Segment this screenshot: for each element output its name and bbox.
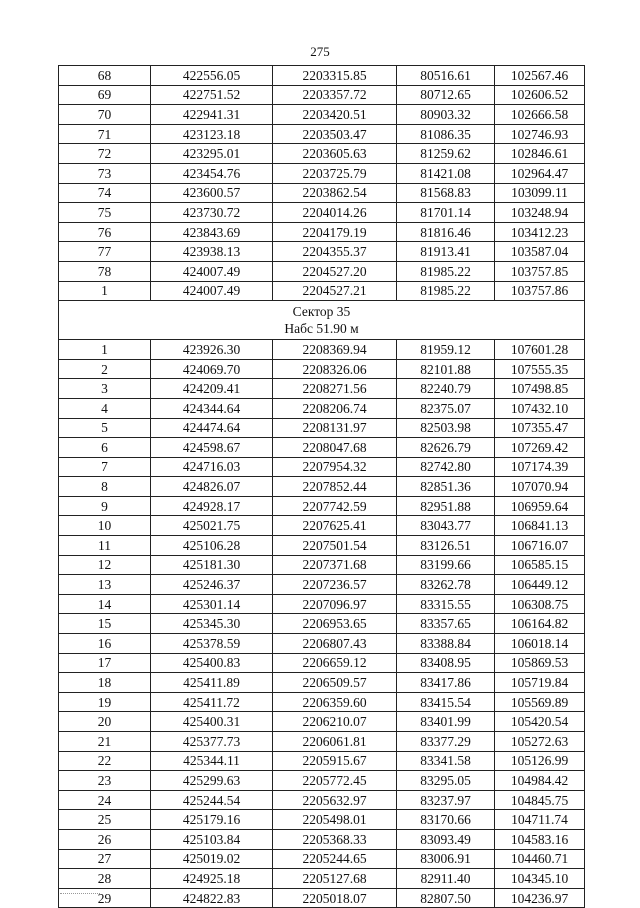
y-local-cell: 104460.71 — [495, 849, 585, 869]
x-local-cell: 83043.77 — [397, 516, 495, 536]
x-coordinate-cell: 425244.54 — [151, 790, 273, 810]
table-row — [59, 712, 585, 732]
point-number-cell: 75 — [59, 203, 151, 223]
y-coordinate-cell: 2205915.67 — [273, 751, 397, 771]
x-local-cell: 82742.80 — [397, 457, 495, 477]
y-coordinate-cell: 2203725.79 — [273, 163, 397, 183]
y-local-cell: 107174.39 — [495, 457, 585, 477]
x-coordinate-cell: 424344.64 — [151, 398, 273, 418]
x-local-cell: 80903.32 — [397, 105, 495, 125]
table-row — [59, 732, 585, 752]
x-coordinate-cell: 423938.13 — [151, 242, 273, 262]
y-local-cell: 106959.64 — [495, 496, 585, 516]
table-row — [59, 261, 585, 281]
point-number-cell: 69 — [59, 85, 151, 105]
table-row — [59, 379, 585, 399]
point-number-cell: 1 — [59, 281, 151, 301]
x-local-cell: 83006.91 — [397, 849, 495, 869]
point-number-cell: 68 — [59, 66, 151, 86]
point-number-cell: 11 — [59, 536, 151, 556]
y-coordinate-cell: 2203862.54 — [273, 183, 397, 203]
table-row — [59, 516, 585, 536]
sector-header — [59, 301, 585, 340]
table-row — [59, 634, 585, 654]
x-local-cell: 81816.46 — [397, 222, 495, 242]
footer-mark — [60, 893, 100, 894]
x-local-cell: 83408.95 — [397, 653, 495, 673]
x-coordinate-cell: 424925.18 — [151, 869, 273, 889]
y-coordinate-cell: 2206659.12 — [273, 653, 397, 673]
y-coordinate-cell: 2203503.47 — [273, 124, 397, 144]
x-local-cell: 81985.22 — [397, 281, 495, 301]
y-local-cell: 107555.35 — [495, 359, 585, 379]
sector-height: Набс 51.90 м — [284, 321, 359, 337]
y-coordinate-cell: 2207625.41 — [273, 516, 397, 536]
point-number-cell: 10 — [59, 516, 151, 536]
point-number-cell: 18 — [59, 673, 151, 693]
point-number-cell: 29 — [59, 888, 151, 908]
x-local-cell: 83237.97 — [397, 790, 495, 810]
x-coordinate-cell: 423454.76 — [151, 163, 273, 183]
y-coordinate-cell: 2208326.06 — [273, 359, 397, 379]
y-coordinate-cell: 2206953.65 — [273, 614, 397, 634]
x-local-cell: 82951.88 — [397, 496, 495, 516]
table-row — [59, 144, 585, 164]
x-local-cell: 82626.79 — [397, 438, 495, 458]
y-local-cell: 106164.82 — [495, 614, 585, 634]
x-local-cell: 83417.86 — [397, 673, 495, 693]
point-number-cell: 25 — [59, 810, 151, 830]
table-row — [59, 222, 585, 242]
y-coordinate-cell: 2204355.37 — [273, 242, 397, 262]
table-row — [59, 536, 585, 556]
y-local-cell: 107601.28 — [495, 340, 585, 360]
y-local-cell: 103099.11 — [495, 183, 585, 203]
table-row — [59, 85, 585, 105]
point-number-cell: 27 — [59, 849, 151, 869]
table-row — [59, 555, 585, 575]
point-number-cell: 76 — [59, 222, 151, 242]
x-coordinate-cell: 424007.49 — [151, 261, 273, 281]
point-number-cell: 21 — [59, 732, 151, 752]
y-local-cell: 104711.74 — [495, 810, 585, 830]
table-row — [59, 66, 585, 86]
group2-rows — [59, 340, 585, 908]
x-coordinate-cell: 424598.67 — [151, 438, 273, 458]
table-row — [59, 183, 585, 203]
table-row — [59, 496, 585, 516]
sector-cell — [59, 301, 585, 340]
table-row — [59, 124, 585, 144]
x-local-cell: 83093.49 — [397, 829, 495, 849]
table-row — [59, 242, 585, 262]
y-local-cell: 104236.97 — [495, 888, 585, 908]
point-number-cell: 23 — [59, 771, 151, 791]
table-row — [59, 869, 585, 889]
y-local-cell: 106716.07 — [495, 536, 585, 556]
x-coordinate-cell: 422751.52 — [151, 85, 273, 105]
x-coordinate-cell: 424716.03 — [151, 457, 273, 477]
y-coordinate-cell: 2205127.68 — [273, 869, 397, 889]
table-row — [59, 653, 585, 673]
y-local-cell: 104845.75 — [495, 790, 585, 810]
y-coordinate-cell: 2206210.07 — [273, 712, 397, 732]
x-coordinate-cell: 425301.14 — [151, 594, 273, 614]
x-coordinate-cell: 425377.73 — [151, 732, 273, 752]
table-row — [59, 594, 585, 614]
x-coordinate-cell: 423843.69 — [151, 222, 273, 242]
x-coordinate-cell: 424822.83 — [151, 888, 273, 908]
y-local-cell: 105569.89 — [495, 692, 585, 712]
table-row — [59, 614, 585, 634]
y-coordinate-cell: 2207954.32 — [273, 457, 397, 477]
x-local-cell: 83199.66 — [397, 555, 495, 575]
table-row — [59, 163, 585, 183]
x-coordinate-cell: 423295.01 — [151, 144, 273, 164]
y-coordinate-cell: 2205772.45 — [273, 771, 397, 791]
table-row — [59, 203, 585, 223]
y-local-cell: 103587.04 — [495, 242, 585, 262]
point-number-cell: 78 — [59, 261, 151, 281]
x-local-cell: 81421.08 — [397, 163, 495, 183]
table-row — [59, 398, 585, 418]
y-local-cell: 105420.54 — [495, 712, 585, 732]
sector-row — [59, 301, 585, 340]
x-coordinate-cell: 424069.70 — [151, 359, 273, 379]
y-coordinate-cell: 2206359.60 — [273, 692, 397, 712]
x-local-cell: 80516.61 — [397, 66, 495, 86]
x-local-cell: 82240.79 — [397, 379, 495, 399]
point-number-cell: 73 — [59, 163, 151, 183]
x-local-cell: 82375.07 — [397, 398, 495, 418]
point-number-cell: 24 — [59, 790, 151, 810]
x-coordinate-cell: 422556.05 — [151, 66, 273, 86]
point-number-cell: 9 — [59, 496, 151, 516]
x-local-cell: 81259.62 — [397, 144, 495, 164]
y-coordinate-cell: 2203315.85 — [273, 66, 397, 86]
table-row — [59, 359, 585, 379]
x-coordinate-cell: 423600.57 — [151, 183, 273, 203]
x-local-cell: 83170.66 — [397, 810, 495, 830]
x-local-cell: 83315.55 — [397, 594, 495, 614]
y-coordinate-cell: 2205368.33 — [273, 829, 397, 849]
y-coordinate-cell: 2205632.97 — [273, 790, 397, 810]
x-coordinate-cell: 425345.30 — [151, 614, 273, 634]
point-number-cell: 6 — [59, 438, 151, 458]
y-coordinate-cell: 2205018.07 — [273, 888, 397, 908]
x-coordinate-cell: 424209.41 — [151, 379, 273, 399]
point-number-cell: 4 — [59, 398, 151, 418]
point-number-cell: 2 — [59, 359, 151, 379]
y-coordinate-cell: 2207501.54 — [273, 536, 397, 556]
x-coordinate-cell: 425400.31 — [151, 712, 273, 732]
y-local-cell: 107355.47 — [495, 418, 585, 438]
x-local-cell: 83377.29 — [397, 732, 495, 752]
table-row — [59, 281, 585, 301]
point-number-cell: 20 — [59, 712, 151, 732]
y-coordinate-cell: 2208131.97 — [273, 418, 397, 438]
y-coordinate-cell: 2207742.59 — [273, 496, 397, 516]
x-coordinate-cell: 425103.84 — [151, 829, 273, 849]
table-row — [59, 418, 585, 438]
y-local-cell: 107498.85 — [495, 379, 585, 399]
x-local-cell: 80712.65 — [397, 85, 495, 105]
point-number-cell: 17 — [59, 653, 151, 673]
x-local-cell: 81913.41 — [397, 242, 495, 262]
y-coordinate-cell: 2206807.43 — [273, 634, 397, 654]
y-local-cell: 105272.63 — [495, 732, 585, 752]
point-number-cell: 15 — [59, 614, 151, 634]
y-local-cell: 104345.10 — [495, 869, 585, 889]
table-row — [59, 849, 585, 869]
table-row — [59, 477, 585, 497]
y-coordinate-cell: 2207371.68 — [273, 555, 397, 575]
x-coordinate-cell: 425021.75 — [151, 516, 273, 536]
x-coordinate-cell: 424928.17 — [151, 496, 273, 516]
x-coordinate-cell: 422941.31 — [151, 105, 273, 125]
y-coordinate-cell: 2207096.97 — [273, 594, 397, 614]
x-coordinate-cell: 425246.37 — [151, 575, 273, 595]
x-local-cell: 82807.50 — [397, 888, 495, 908]
x-coordinate-cell: 425179.16 — [151, 810, 273, 830]
x-local-cell: 83357.65 — [397, 614, 495, 634]
y-local-cell: 107432.10 — [495, 398, 585, 418]
x-coordinate-cell: 425411.89 — [151, 673, 273, 693]
y-local-cell: 102746.93 — [495, 124, 585, 144]
point-number-cell: 8 — [59, 477, 151, 497]
point-number-cell: 7 — [59, 457, 151, 477]
point-number-cell: 71 — [59, 124, 151, 144]
y-coordinate-cell: 2206061.81 — [273, 732, 397, 752]
group1-rows — [59, 66, 585, 301]
point-number-cell: 77 — [59, 242, 151, 262]
y-local-cell: 107269.42 — [495, 438, 585, 458]
point-number-cell: 26 — [59, 829, 151, 849]
x-coordinate-cell: 425411.72 — [151, 692, 273, 712]
point-number-cell: 16 — [59, 634, 151, 654]
x-coordinate-cell: 425181.30 — [151, 555, 273, 575]
x-local-cell: 81985.22 — [397, 261, 495, 281]
x-coordinate-cell: 424007.49 — [151, 281, 273, 301]
x-coordinate-cell: 423926.30 — [151, 340, 273, 360]
y-local-cell: 105869.53 — [495, 653, 585, 673]
y-local-cell: 106308.75 — [495, 594, 585, 614]
x-local-cell: 82851.36 — [397, 477, 495, 497]
x-local-cell: 83415.54 — [397, 692, 495, 712]
y-coordinate-cell: 2205498.01 — [273, 810, 397, 830]
point-number-cell: 13 — [59, 575, 151, 595]
table-row — [59, 790, 585, 810]
point-number-cell: 5 — [59, 418, 151, 438]
y-coordinate-cell: 2208369.94 — [273, 340, 397, 360]
y-local-cell: 106449.12 — [495, 575, 585, 595]
table-row — [59, 829, 585, 849]
x-coordinate-cell: 424474.64 — [151, 418, 273, 438]
y-coordinate-cell: 2206509.57 — [273, 673, 397, 693]
x-coordinate-cell: 425378.59 — [151, 634, 273, 654]
x-local-cell: 81568.83 — [397, 183, 495, 203]
point-number-cell: 14 — [59, 594, 151, 614]
x-local-cell: 81701.14 — [397, 203, 495, 223]
y-local-cell: 102567.46 — [495, 66, 585, 86]
y-local-cell: 103248.94 — [495, 203, 585, 223]
x-local-cell: 83126.51 — [397, 536, 495, 556]
table-row — [59, 771, 585, 791]
coordinates-table — [58, 65, 585, 908]
table-row — [59, 457, 585, 477]
x-local-cell: 82503.98 — [397, 418, 495, 438]
y-coordinate-cell: 2208271.56 — [273, 379, 397, 399]
x-local-cell: 83388.84 — [397, 634, 495, 654]
y-local-cell: 102964.47 — [495, 163, 585, 183]
x-coordinate-cell: 423730.72 — [151, 203, 273, 223]
y-coordinate-cell: 2203357.72 — [273, 85, 397, 105]
point-number-cell: 1 — [59, 340, 151, 360]
x-coordinate-cell: 425400.83 — [151, 653, 273, 673]
table-row — [59, 673, 585, 693]
x-coordinate-cell: 425019.02 — [151, 849, 273, 869]
x-local-cell: 81086.35 — [397, 124, 495, 144]
table-row — [59, 751, 585, 771]
x-local-cell: 83295.05 — [397, 771, 495, 791]
y-coordinate-cell: 2204527.21 — [273, 281, 397, 301]
x-coordinate-cell: 423123.18 — [151, 124, 273, 144]
table-row — [59, 340, 585, 360]
y-coordinate-cell: 2204179.19 — [273, 222, 397, 242]
x-local-cell: 83262.78 — [397, 575, 495, 595]
y-local-cell: 102666.58 — [495, 105, 585, 125]
point-number-cell: 72 — [59, 144, 151, 164]
y-coordinate-cell: 2205244.65 — [273, 849, 397, 869]
y-coordinate-cell: 2208206.74 — [273, 398, 397, 418]
y-local-cell: 102606.52 — [495, 85, 585, 105]
y-local-cell: 105719.84 — [495, 673, 585, 693]
table-row — [59, 810, 585, 830]
point-number-cell: 19 — [59, 692, 151, 712]
y-local-cell: 103757.85 — [495, 261, 585, 281]
table-row — [59, 692, 585, 712]
table-row — [59, 438, 585, 458]
y-coordinate-cell: 2203605.63 — [273, 144, 397, 164]
y-local-cell: 102846.61 — [495, 144, 585, 164]
point-number-cell: 28 — [59, 869, 151, 889]
point-number-cell: 12 — [59, 555, 151, 575]
x-local-cell: 81959.12 — [397, 340, 495, 360]
point-number-cell: 74 — [59, 183, 151, 203]
x-coordinate-cell: 424826.07 — [151, 477, 273, 497]
x-local-cell: 83341.58 — [397, 751, 495, 771]
page-number: 275 — [310, 44, 330, 59]
y-coordinate-cell: 2204527.20 — [273, 261, 397, 281]
y-coordinate-cell: 2208047.68 — [273, 438, 397, 458]
y-local-cell: 106841.13 — [495, 516, 585, 536]
point-number-cell: 70 — [59, 105, 151, 125]
y-local-cell: 104984.42 — [495, 771, 585, 791]
y-local-cell: 106018.14 — [495, 634, 585, 654]
point-number-cell: 3 — [59, 379, 151, 399]
x-coordinate-cell: 425299.63 — [151, 771, 273, 791]
x-coordinate-cell: 425106.28 — [151, 536, 273, 556]
y-local-cell: 105126.99 — [495, 751, 585, 771]
sector-title: Сектор 35 — [292, 304, 351, 320]
y-local-cell: 103412.23 — [495, 222, 585, 242]
y-coordinate-cell: 2204014.26 — [273, 203, 397, 223]
table-row — [59, 105, 585, 125]
x-coordinate-cell: 425344.11 — [151, 751, 273, 771]
y-coordinate-cell: 2207236.57 — [273, 575, 397, 595]
y-local-cell: 104583.16 — [495, 829, 585, 849]
x-local-cell: 82101.88 — [397, 359, 495, 379]
y-coordinate-cell: 2203420.51 — [273, 105, 397, 125]
y-coordinate-cell: 2207852.44 — [273, 477, 397, 497]
y-local-cell: 106585.15 — [495, 555, 585, 575]
x-local-cell: 83401.99 — [397, 712, 495, 732]
point-number-cell: 22 — [59, 751, 151, 771]
y-local-cell: 107070.94 — [495, 477, 585, 497]
x-local-cell: 82911.40 — [397, 869, 495, 889]
y-local-cell: 103757.86 — [495, 281, 585, 301]
table-row — [59, 575, 585, 595]
